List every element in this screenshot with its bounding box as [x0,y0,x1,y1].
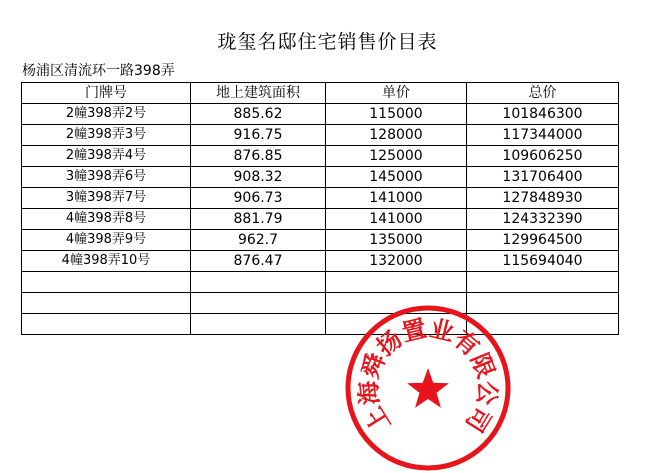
table-row [22,167,619,188]
seal-char: 上 [359,401,397,437]
cell-unit-price: 128000 [326,125,467,146]
empty-cell [191,293,326,314]
seal-char: 业 [426,314,457,348]
seal-char: 置 [399,314,430,348]
seal-char: 舜 [355,349,391,383]
cell-unit-price: 125000 [326,146,467,167]
table-row-empty [22,293,619,314]
empty-cell [467,293,619,314]
header-total-price: 总价 [467,83,619,104]
cell-area: 876.47 [191,251,326,272]
seal-char: 公 [471,379,502,407]
cell-total-price: 109606250 [467,146,619,167]
cell-unit-number: 3幢398弄7号 [22,188,191,209]
table-row [22,146,619,167]
header-unit-number: 门牌号 [22,83,191,104]
cell-unit-price: 145000 [326,167,467,188]
cell-unit-number: 4幢398弄10号 [22,251,191,272]
seal-char: 扬 [371,324,408,362]
star-icon [407,368,449,408]
cell-unit-price: 115000 [326,104,467,125]
cell-unit-number: 2幢398弄2号 [22,104,191,125]
empty-cell [467,272,619,293]
seal-char: 司 [459,401,497,437]
cell-area: 881.79 [191,209,326,230]
table-header-row [22,83,619,104]
table-row [22,125,619,146]
cell-area: 908.32 [191,167,326,188]
empty-cell [326,314,467,335]
cell-total-price: 117344000 [467,125,619,146]
table-row [22,188,619,209]
empty-cell [22,272,191,293]
table-row [22,209,619,230]
cell-unit-price: 132000 [326,251,467,272]
cell-area: 906.73 [191,188,326,209]
cell-unit-number: 3幢398弄6号 [22,167,191,188]
price-table [21,82,619,335]
cell-area: 916.75 [191,125,326,146]
cell-unit-number: 4幢398弄8号 [22,209,191,230]
cell-total-price: 131706400 [467,167,619,188]
seal-char: 有 [448,324,485,362]
empty-cell [191,272,326,293]
cell-area: 885.62 [191,104,326,125]
table-row [22,104,619,125]
cell-unit-number: 2幢398弄3号 [22,125,191,146]
header-area: 地上建筑面积 [191,83,326,104]
header-unit-price: 单价 [326,83,467,104]
empty-cell [22,293,191,314]
cell-total-price: 101846300 [467,104,619,125]
empty-cell [191,314,326,335]
empty-cell [467,314,619,335]
cell-area: 962.7 [191,230,326,251]
seal-char: 限 [465,349,501,383]
cell-unit-price: 141000 [326,209,467,230]
cell-unit-price: 135000 [326,230,467,251]
cell-total-price: 127848930 [467,188,619,209]
seal-char: 海 [354,379,385,407]
cell-area: 876.85 [191,146,326,167]
empty-cell [22,314,191,335]
table-row-empty [22,272,619,293]
cell-unit-price: 141000 [326,188,467,209]
cell-total-price: 129964500 [467,230,619,251]
document-title: 珑玺名邸住宅销售价目表 [217,31,438,53]
address-label: 杨浦区清流环一路398弄 [22,63,175,79]
cell-unit-number: 2幢398弄4号 [22,146,191,167]
table-row [22,230,619,251]
cell-unit-number: 4幢398弄9号 [22,230,191,251]
empty-cell [326,272,467,293]
empty-cell [326,293,467,314]
table-row-empty [22,314,619,335]
cell-total-price: 115694040 [467,251,619,272]
cell-total-price: 124332390 [467,209,619,230]
table-row [22,251,619,272]
